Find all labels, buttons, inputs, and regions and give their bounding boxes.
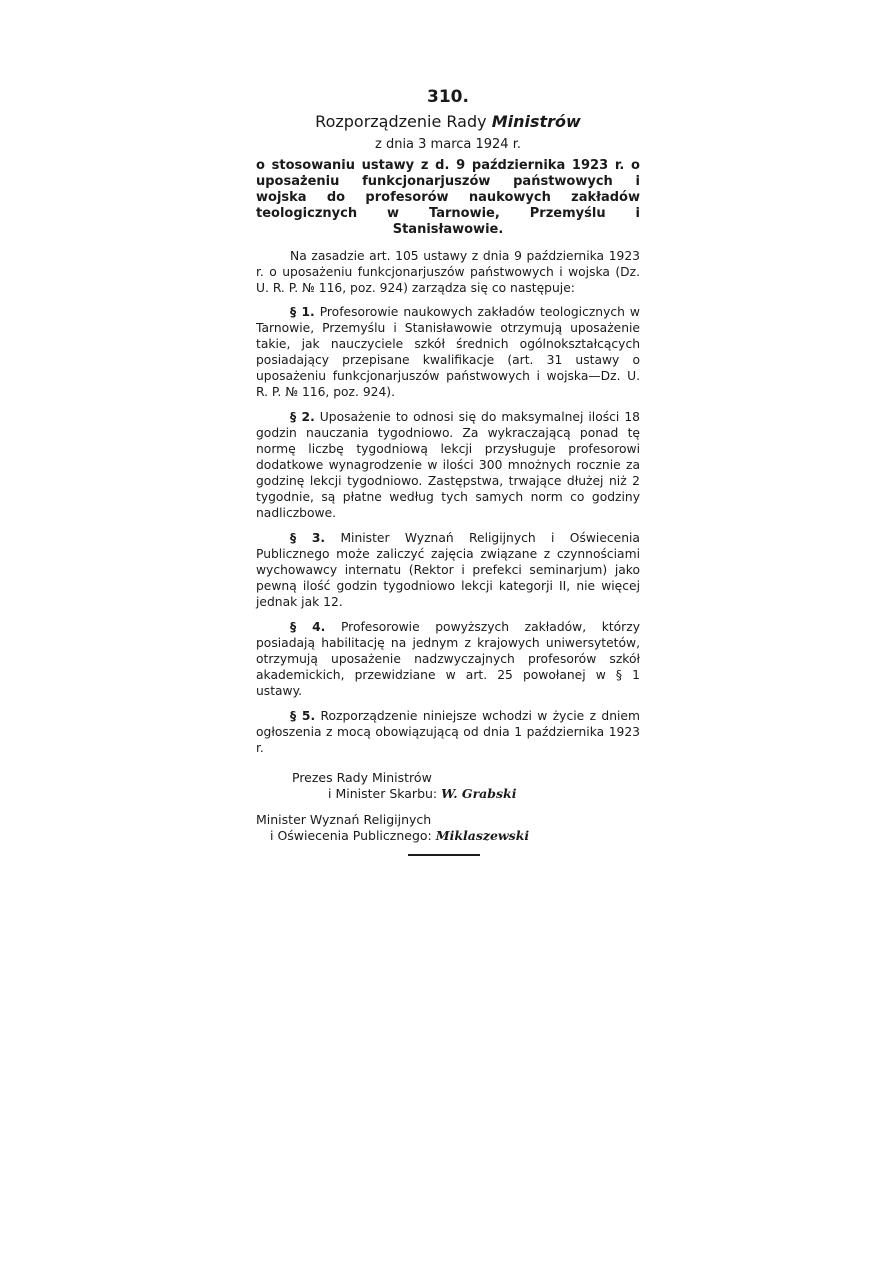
section-2	[256, 409, 640, 521]
document-date: z dnia 3 marca 1924 r.	[375, 137, 521, 152]
title-prefix: Rozporządzenie Rady	[315, 112, 487, 131]
section-4	[256, 619, 640, 699]
section-1	[256, 304, 640, 400]
title-bold: Ministrów	[491, 112, 581, 131]
signature-line-4	[256, 828, 640, 844]
section-5-label: § 5.	[290, 709, 316, 723]
document-number: 310.	[427, 87, 469, 107]
intro-paragraph: Na zasadzie art. 105 ustawy z dnia 9 października 1923 r. o uposażeniu funkcjonarjuszów państwowych i wojska (Dz. U. R. P. № 116, poz. 924) zarządza się co następuje:	[256, 249, 640, 295]
section-1-text: Profesorowie naukowych zakładów teologicznych w Tarnowie, Przemyślu i Stanisławowie otrzymują uposażenie takie, jak nauczyciele szkół średnich ogólnokształcących posiadający przepisane kwalifikacje (art. 31 ustawy o uposażeniu funkcjonarjuszów państwowych i wojska—Dz. U. R. P. № 116, poz. 924).	[256, 305, 640, 399]
section-3-text: Minister Wyznań Religijnych i Oświecenia Publicznego może zaliczyć zajęcia związane z czynnościami wychowawcy internatu (Rektor i prefekci seminarjum) jako pewną ilość godzin tygodniowo lekcji kategorji II, nie więcej jednak jak 12.	[256, 531, 640, 609]
section-5-text: Rozporządzenie niniejsze wchodzi w życie z dniem ogłoszenia z mocą obowiązującą od dnia 1 października 1923 r.	[256, 709, 640, 755]
signature-name-grabski: W. Grabski	[441, 786, 517, 801]
signature-line-2-label: i Minister Skarbu:	[328, 786, 438, 801]
section-5	[256, 708, 640, 756]
signature-line-3: Minister Wyznań Religijnych	[256, 812, 432, 827]
document-page	[256, 86, 640, 856]
document-subject: o stosowaniu ustawy z d. 9 października 1923 r. o uposażeniu funkcjonarjuszów państwowych i wojska do profesorów naukowych zakładów teologicznych w Tarnowie, Przemyślu i Stanisławowie.	[256, 158, 640, 237]
section-3	[256, 530, 640, 610]
signature-line-1: Prezes Rady Ministrów	[292, 770, 432, 785]
closing-rule	[408, 854, 480, 856]
signature-line-4-label: i Oświecenia Publicznego:	[270, 828, 432, 843]
signature-line-2	[256, 786, 640, 802]
signature-name-miklaszewski: Miklaszewski	[435, 828, 530, 843]
section-4-label: § 4.	[290, 620, 326, 634]
section-4-text: Profesorowie powyższych zakładów, którzy posiadają habilitację na jednym z krajowych uniwersytetów, otrzymują uposażenie nadzwyczajnych profesorów szkół akademickich, przewidziane w art. 25 powołanej w § 1 ustawy.	[256, 620, 640, 698]
section-3-label: § 3.	[290, 531, 326, 545]
section-1-label: § 1.	[290, 305, 315, 319]
document-title	[256, 112, 640, 132]
section-2-text: Uposażenie to odnosi się do maksymalnej ilości 18 godzin nauczania tygodniowo. Za wykraczającą ponad tę normę liczbę tygodniową lekcji przysługuje profesorowi dodatkowe wynagrodzenie w ilości 300 mnożnych rocznie za godzinę lekcji tygodniowo. Zastępstwa, trwające dłużej niż 2 tygodnie, są płatne według tych samych norm co godziny nadliczbowe.	[256, 410, 640, 520]
section-2-label: § 2.	[290, 410, 315, 424]
